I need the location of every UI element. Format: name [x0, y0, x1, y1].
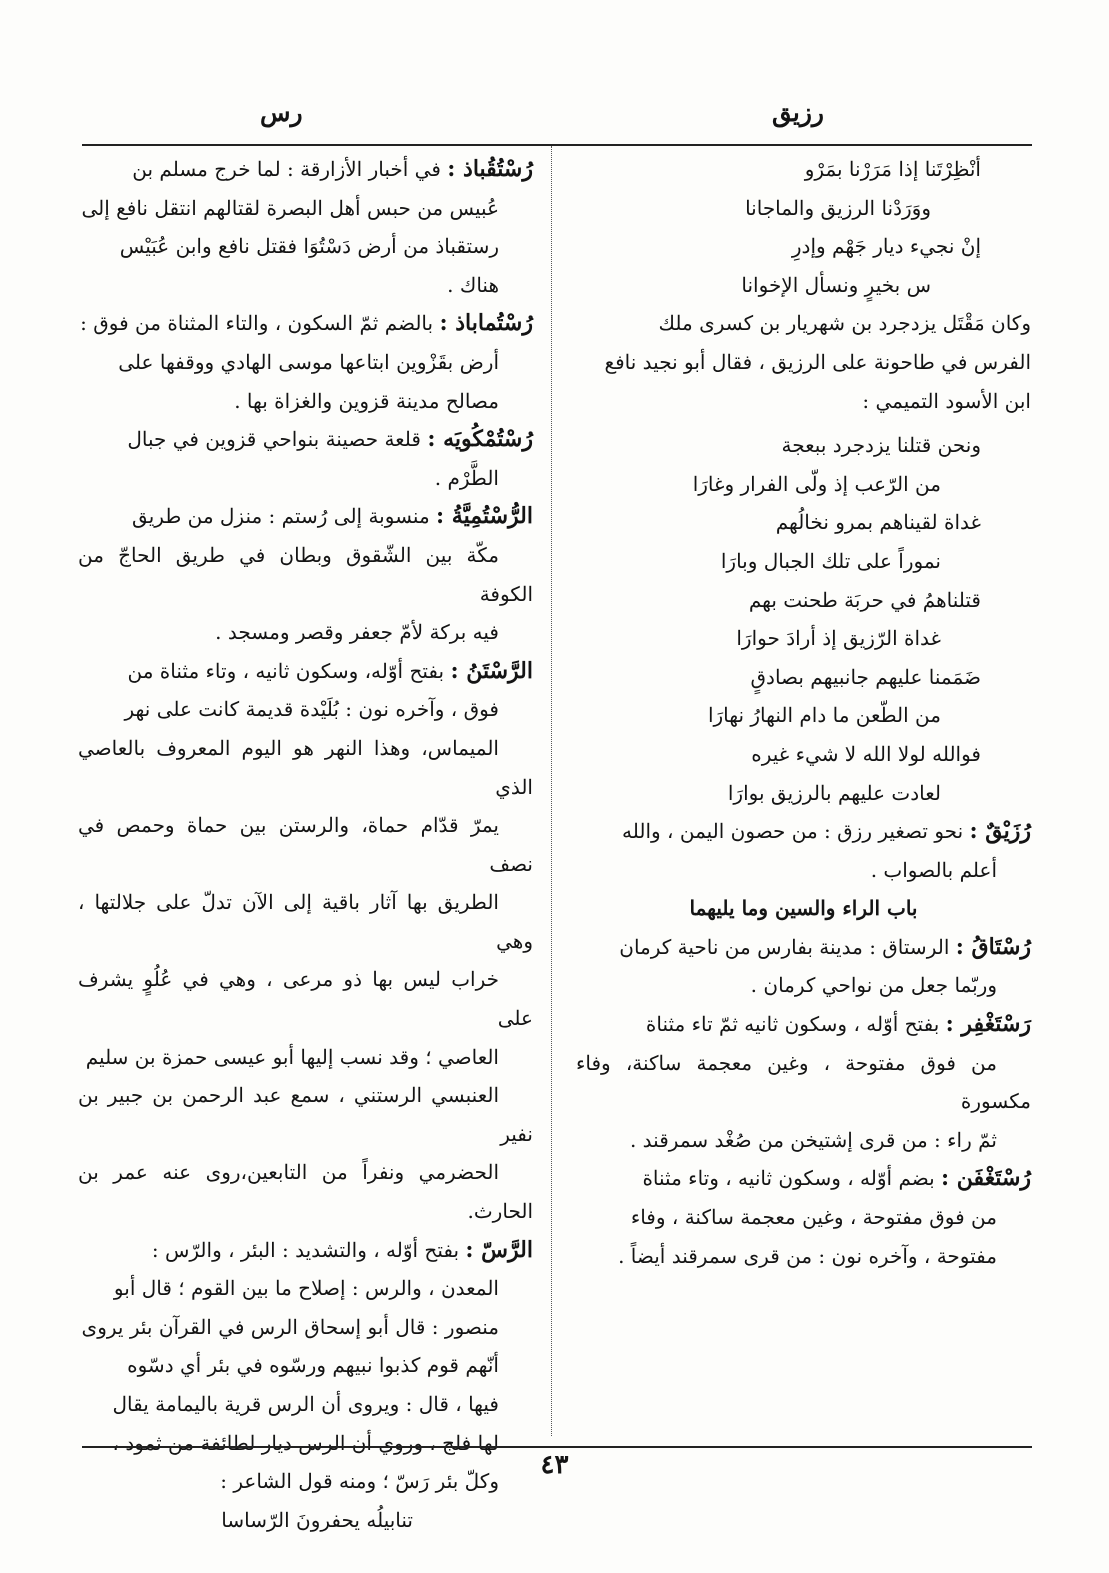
- entry-line: ثمّ راء : من قرى إشتيخن من صُغْد سمرقند .: [629, 1127, 997, 1152]
- entry-rustumabadh: [78, 304, 533, 420]
- entry-line: أعلم بالصواب .: [870, 857, 997, 882]
- entry-line: فيها ، قال : ويروى أن الرس قرية باليمامة يقال: [112, 1392, 499, 1416]
- entry-line: خراب ليس بها ذو مرعى ، وهي في عُلُوٍ يشرف على: [78, 967, 533, 1031]
- entry-line: العاصي ؛ وقد نسب إليها أبو عيسى حمزة بن سليم: [85, 1044, 499, 1069]
- entry-line: يمرّ قدّام حماة، والرستن بين حماة وحمص في نصف: [78, 813, 533, 876]
- entry-line: المعدن ، والرس : إصلاح ما بين القوم ؛ قال أبو: [113, 1276, 499, 1301]
- entry-rustumkuyah: [78, 420, 533, 497]
- prose-line: الفرس في طاحونة على الرزيق ، فقال أبو نجيد نافع: [604, 349, 1031, 374]
- headword: رَسْتَغْفِر :: [945, 1011, 1031, 1038]
- entry-line: رستقباذ من أرض دَسْتُوَا فقتل نافع وابن عُبَيْس: [119, 234, 499, 259]
- prose-line: ابن الأسود التميمي :: [862, 388, 1031, 413]
- footer-rule: [82, 1446, 1032, 1448]
- entry-line: الطَّرْم .: [434, 465, 499, 490]
- entry-line: الحضرمي ونفراً من التابعين،روى عنه عمر بن الحارث.: [78, 1160, 533, 1224]
- entry-line: وكلّ بئر رَسّ ؛ ومنه قول الشاعر :: [220, 1469, 499, 1494]
- entry-line: من فوق مفتوحة ، وغين معجمة ساكنة ، وفاء: [630, 1205, 997, 1230]
- verse-block-3: [78, 1501, 533, 1540]
- entry-line: الميماس، وهذا النهر هو اليوم المعروف بالعاصي الذي: [78, 735, 533, 799]
- entry-line: فيه بركة لأمّ جعفر وقصر ومسجد .: [215, 620, 499, 645]
- left-column: [78, 150, 533, 1539]
- headword: رُسْتُمْكُويَه :: [427, 426, 533, 453]
- verse-line: س بخيرٍ ونسأل الإخوانا: [741, 272, 931, 297]
- headword: رُسْتُقُباذ :: [447, 156, 533, 182]
- verse-line: فوالله لولا الله لا شيء غيره: [751, 741, 981, 766]
- entry-line: بفتح أوّله ، والتشديد : البئر ، والرّس :: [151, 1237, 460, 1262]
- entry-line: أرض بقَزْوين ابتاعها موسى الهادي ووقفها على: [118, 349, 499, 374]
- headword: الرُّسْتُمِيَّةُ :: [436, 503, 533, 530]
- verse-line: تنابيلُه يحفرونَ الرّساسا: [221, 1507, 413, 1532]
- entry-line: بضم أوّله ، وسكون ثانيه ، وتاء مثناة: [642, 1166, 935, 1191]
- entry-line: عُبيس من حبس أهل البصرة لقتالهم انتقل نافع إلى: [81, 195, 499, 220]
- header-rule: [82, 144, 1032, 146]
- entry-rastan: [78, 652, 533, 1231]
- entry-rustaqbadh: [78, 150, 533, 304]
- running-header-right: رزيق: [772, 98, 824, 127]
- verse-line: نموراً على تلك الجبال وبارَا: [720, 548, 941, 573]
- entry-line: الرستاق : مدينة بفارس من ناحية كرمان: [619, 934, 950, 959]
- entry-rustaghfan: [576, 1159, 1031, 1275]
- entry-line: فوق ، وآخره نون : بُلَيْدة قديمة كانت على نهر: [124, 697, 499, 722]
- entry-line: الطريق بها آثار باقية إلى الآن تدلّ على جلالتها ، وهي: [78, 890, 533, 953]
- entry-line: بفتح أوّله ، وسكون ثانيه ثمّ تاء مثناة: [645, 1012, 940, 1037]
- entry-line: بفتح أوّله، وسكون ثانيه ، وتاء مثناة من: [127, 658, 445, 683]
- entry-line: مصالح مدينة قزوين والغزاة بها .: [234, 388, 499, 413]
- running-header-left: رس: [260, 98, 303, 127]
- verse-line: لعادت عليهم بالرزيق بوارَا: [727, 780, 941, 805]
- entry-line: وربّما جعل من نواحي كرمان .: [750, 973, 997, 998]
- entry-ruzayq: [576, 812, 1031, 889]
- page-number: ٤٣: [540, 1450, 569, 1480]
- prose-paragraph: [576, 304, 1031, 420]
- entry-rustaq: [576, 928, 1031, 1005]
- verse-line: غداة لقيناهم بمرو نخالُهم: [775, 510, 981, 535]
- headword: الرَّسْتَنُ :: [450, 657, 533, 684]
- verse-line: أنْظِرْتَنا إذا مَرَرْنا بمَرْو: [804, 157, 981, 181]
- prose-line: وكان مَقْتَل يزدجرد بن شهريار بن كسرى ملك: [658, 311, 1031, 336]
- verse-line: من الرّعب إذ ولّى الفرار وغارَا: [692, 471, 941, 496]
- right-column: [576, 150, 1031, 1275]
- verse-block-1: [576, 150, 1031, 304]
- headword: رُسْتَغْفَن :: [941, 1165, 1031, 1192]
- entry-line: أنّهم قوم كذبوا نبيهم ورسّوه في بئر أي دسّوه: [127, 1353, 499, 1378]
- entry-rustumiyya: [78, 497, 533, 651]
- headword: رُسْتُماباذ :: [439, 310, 533, 337]
- section-title: باب الراء والسين وما يليهما: [689, 896, 918, 921]
- entry-line: لها فلج ، وروي أن الرس ديار لطائفة من ثمود ،: [112, 1430, 499, 1455]
- headword: الرَّسّ :: [465, 1236, 533, 1263]
- entry-line: العنبسي الرستني ، سمع عبد الرحمن بن جبير بن نفير: [78, 1083, 533, 1146]
- entry-line: هناك .: [447, 272, 499, 297]
- headword: رُسْتَاقُ :: [955, 933, 1031, 960]
- entry-line: مفتوحة ، وآخره نون : من قرى سمرقند أيضاً .: [618, 1243, 997, 1268]
- verse-line: ونحن قتلنا يزدجرد ببعجة: [781, 433, 981, 458]
- verse-line: غداة الرّزيق إذ أرادَ حوارَا: [736, 626, 941, 651]
- verse-line: قتلناهمُ في حربَة طحنت بهم: [748, 587, 981, 612]
- verse-line: ضَمَمنا عليهم جانبيهم بصادقٍ: [750, 664, 981, 689]
- entry-line: في أخبار الأزارقة : لما خرج مسلم بن: [132, 157, 441, 181]
- entry-line: بالضم ثمّ السكون ، والتاء المثناة من فوق :: [80, 311, 434, 336]
- entry-line: قلعة حصينة بنواحي قزوين في جبال: [127, 427, 421, 452]
- verse-line: إنْ نجيء ديار جَهْم وإدرِ: [791, 234, 981, 259]
- verse-line: من الطّعن ما دام النهارُ نهارَا: [707, 703, 941, 728]
- column-divider: [551, 146, 552, 1436]
- entry-line: مكّة بين الشّقوق وبطان في طريق الحاجّ من الكوفة: [78, 542, 533, 606]
- entry-line: منصور : قال أبو إسحاق الرس في القرآن بئر يروى: [81, 1314, 499, 1339]
- verse-line: ووَرَدْنا الرزيق والماجانا: [745, 195, 931, 220]
- verse-block-2: [576, 426, 1031, 812]
- entry-line: نحو تصغير رزق : من حصون اليمن ، والله: [622, 819, 964, 844]
- entry-rastaghfir: [576, 1005, 1031, 1159]
- entry-line: منسوبة إلى رُستم : منزل من طريق: [132, 504, 430, 529]
- entry-line: من فوق مفتوحة ، وغين معجمة ساكنة، وفاء مكسورة: [576, 1050, 1031, 1114]
- headword: رُزَيْقٌ :: [969, 818, 1031, 845]
